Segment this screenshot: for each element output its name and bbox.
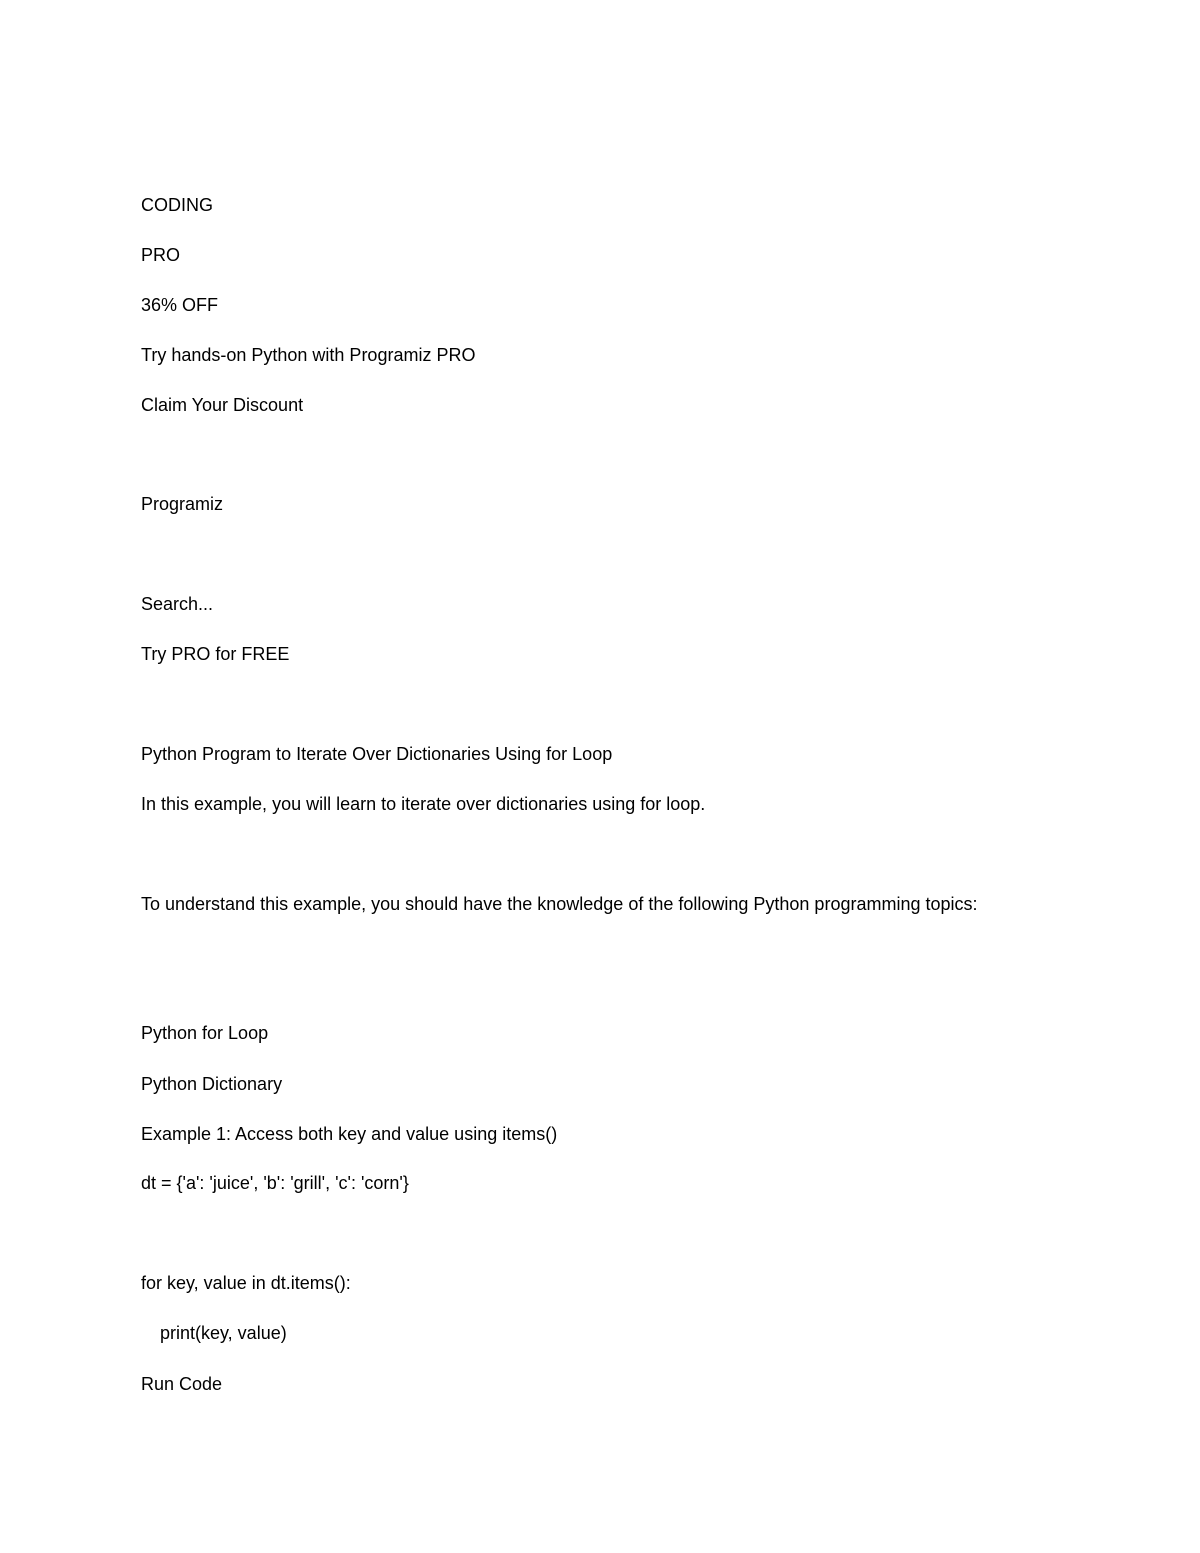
run-code-button[interactable]: Run Code: [141, 1374, 223, 1394]
programiz-logo-text[interactable]: Programiz: [141, 494, 224, 514]
topic-link-for-loop[interactable]: Python for Loop: [141, 1023, 269, 1043]
page-title: Python Program to Iterate Over Dictionaries Using for Loop: [141, 744, 613, 764]
promo-tagline: Try hands-on Python with Programiz PRO: [141, 345, 476, 365]
promo-brand-pro: PRO: [141, 245, 181, 265]
topic-link-dictionary[interactable]: Python Dictionary: [141, 1074, 283, 1094]
code-line: dt = {'a': 'juice', 'b': 'grill', 'c': 'corn'}: [141, 1173, 409, 1193]
article-intro: In this example, you will learn to iterate over dictionaries using for loop.: [141, 794, 706, 814]
try-pro-button[interactable]: Try PRO for FREE: [141, 644, 290, 664]
example-1-heading: Example 1: Access both key and value using items(): [141, 1124, 558, 1144]
search-input[interactable]: Search...: [141, 594, 214, 614]
code-line: for key, value in dt.items():: [141, 1273, 351, 1293]
promo-discount: 36% OFF: [141, 295, 219, 315]
prerequisite-text: To understand this example, you should have the knowledge of the following Python programming topics:: [141, 894, 978, 914]
promo-brand-coding: CODING: [141, 195, 213, 215]
claim-discount-link[interactable]: Claim Your Discount: [141, 395, 304, 415]
code-line: print(key, value): [160, 1323, 287, 1343]
